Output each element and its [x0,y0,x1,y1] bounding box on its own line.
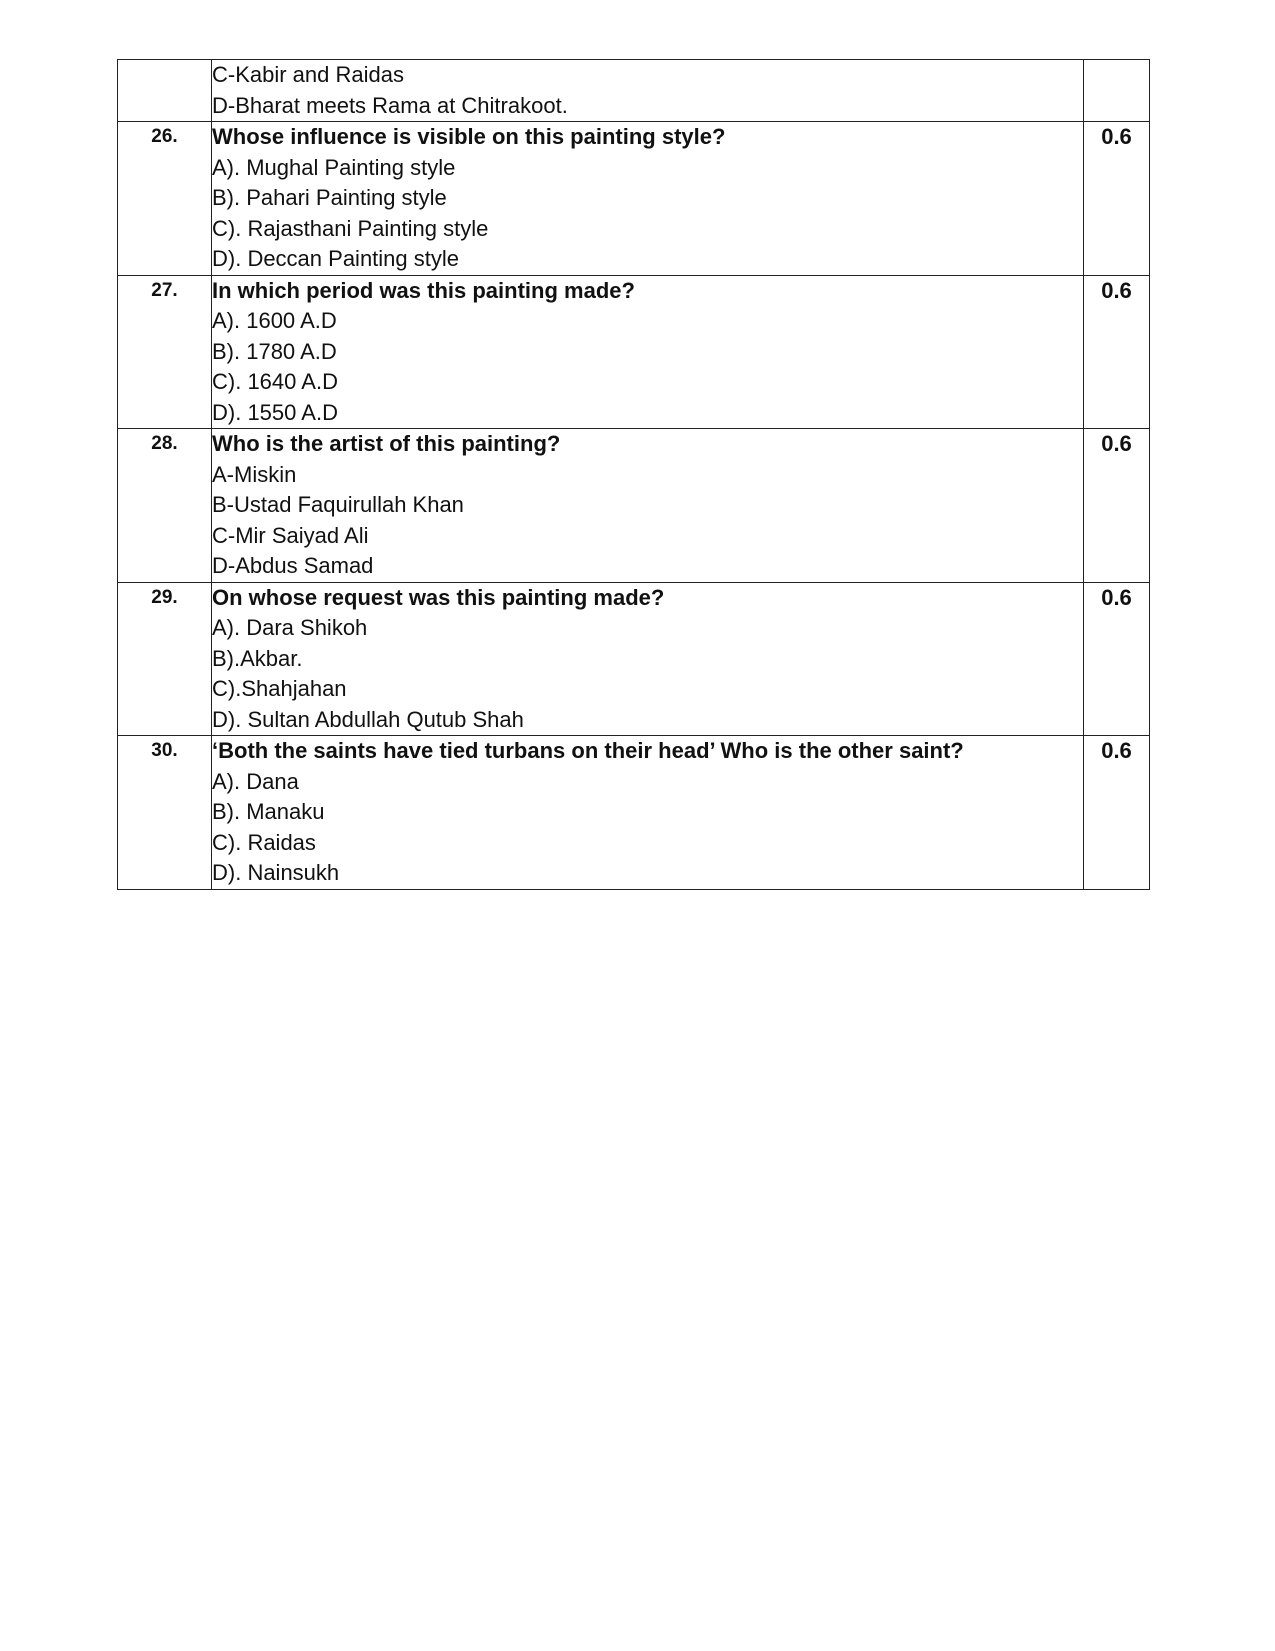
question-body-cell [212,736,1084,890]
question-body-cell [212,60,1084,122]
question-body-cell [212,275,1084,429]
question-text: Who is the artist of this painting? [212,431,561,456]
option-text: D). Sultan Abdullah Qutub Shah [212,706,524,732]
option-text: A). Dara Shikoh [212,615,368,640]
question-text: ‘Both the saints have tied turbans on their head’ Who is the other saint? [212,738,964,763]
option-text: A). Dana [212,768,299,794]
question-table [117,59,1150,890]
question-text: On whose request was this painting made? [212,584,665,610]
question-body-cell [212,429,1084,583]
option-text: D). 1550 A.D [212,399,338,425]
question-text: Whose influence is visible on this painting style? [212,124,726,149]
option-text: B-Ustad Faquirullah Khan [212,492,464,517]
option-text: C). Raidas [212,829,316,855]
option-text: D-Abdus Samad [212,553,374,578]
option-text: B). Pahari Painting style [212,185,447,210]
option-text: C-Mir Saiyad Ali [212,522,369,548]
option-text: D). Deccan Painting style [212,246,459,271]
question-marks: 0.6 [1084,736,1150,890]
question-number: 28. [118,429,212,583]
table-row-question-26 [118,122,1150,276]
marks-cell [1084,60,1150,122]
question-number: 29. [118,582,212,736]
table-row-question-27 [118,275,1150,429]
table-row-question-30 [118,736,1150,890]
table-row-question-29 [118,582,1150,736]
option-text: B). Manaku [212,799,325,824]
table-row-continuation [118,60,1150,122]
option-text: B).Akbar. [212,645,303,671]
option-text: C). 1640 A.D [212,369,338,394]
question-number: 27. [118,275,212,429]
question-text: In which period was this painting made? [212,277,635,303]
option-text: A). Mughal Painting style [212,154,456,180]
question-number-cell [118,60,212,122]
option-text: A-Miskin [212,461,297,487]
question-marks: 0.6 [1084,429,1150,583]
option-text: A). 1600 A.D [212,308,337,333]
question-number: 30. [118,736,212,890]
question-marks: 0.6 [1084,122,1150,276]
option-text: C-Kabir and Raidas [212,62,404,87]
table-row-question-28 [118,429,1150,583]
question-body-cell [212,122,1084,276]
question-marks: 0.6 [1084,582,1150,736]
option-text: C). Rajasthani Painting style [212,215,489,241]
question-number: 26. [118,122,212,276]
question-body-cell [212,582,1084,736]
option-text: B). 1780 A.D [212,338,337,364]
option-text: C).Shahjahan [212,676,347,701]
option-text: D). Nainsukh [212,860,340,885]
option-text: D-Bharat meets Rama at Chitrakoot. [212,92,568,118]
question-marks: 0.6 [1084,275,1150,429]
